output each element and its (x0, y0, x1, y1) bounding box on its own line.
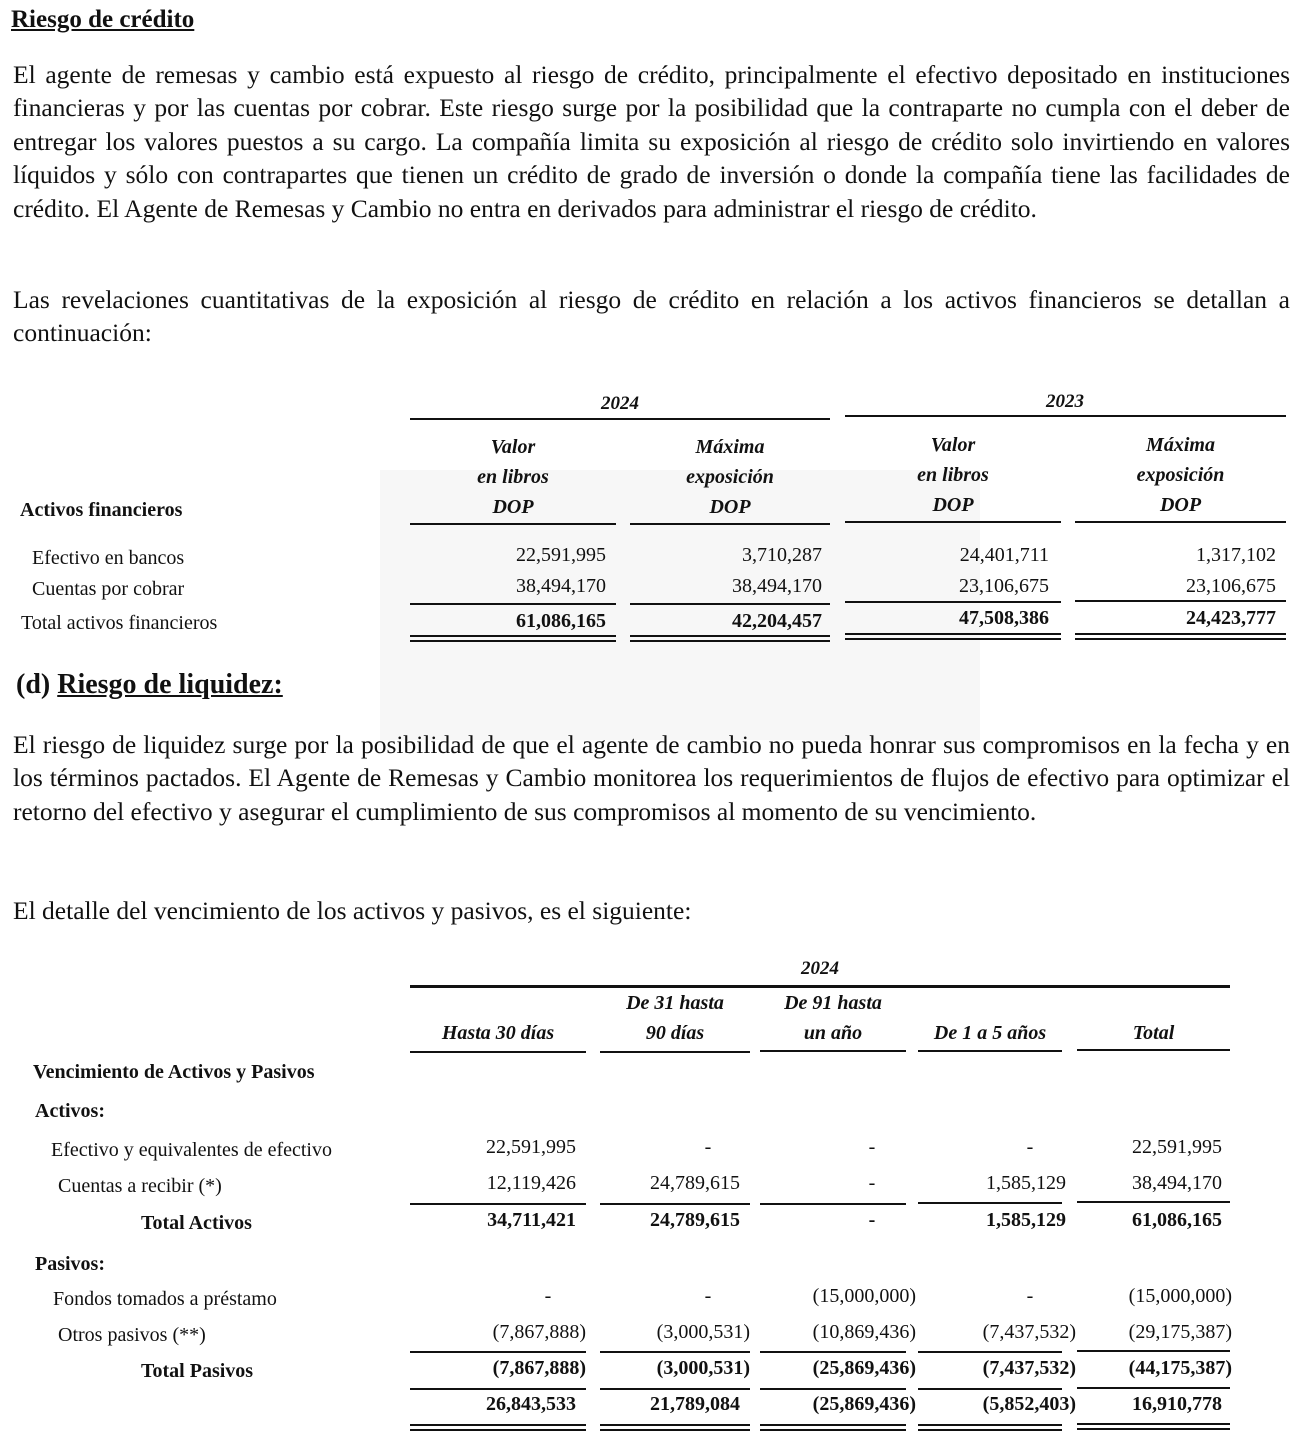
table-cell-value: 23,106,675 (1186, 575, 1276, 597)
maturity-cell-value: (25,869,436) (812, 1357, 916, 1379)
column-header-line: DOP (492, 496, 534, 518)
maturity-cell-value: 1,585,129 (986, 1209, 1066, 1231)
maturity-cell-value: - (1026, 1136, 1034, 1158)
maturity-cell-value: 34,711,421 (487, 1209, 576, 1231)
table-cell-value: 38,494,170 (516, 575, 606, 597)
liquidity-intro-paragraph: El detalle del vencimiento de los activos y pasivos, es el siguiente: (13, 896, 692, 925)
column-header-line: Máxima (1146, 434, 1215, 456)
maturity-cell-value: - (868, 1172, 876, 1194)
maturity-row-label: Fondos tomados a préstamo (53, 1288, 277, 1310)
maturity-column-header-line: De 1 a 5 años (933, 1022, 1047, 1044)
maturity-cell-value: - (868, 1209, 876, 1231)
maturity-column-header-line: De 91 hasta (784, 992, 882, 1014)
column-header-line: exposición (686, 466, 774, 488)
maturity-cell-value: 38,494,170 (1132, 1172, 1222, 1194)
maturity-cell-value: (5,852,403) (982, 1393, 1076, 1415)
column-header-line: Valor (930, 434, 976, 456)
maturity-cell-value: (10,869,436) (812, 1321, 916, 1343)
credit-risk-heading: Riesgo de crédito (11, 6, 195, 33)
maturity-cell-value: - (704, 1136, 712, 1158)
maturity-cell-value: - (544, 1285, 552, 1307)
maturity-column-header-line: un año (803, 1022, 863, 1044)
maturity-cell-value: 61,086,165 (1132, 1209, 1222, 1231)
maturity-cell-value: 16,910,778 (1132, 1393, 1222, 1415)
maturity-cell-value: 22,591,995 (1132, 1136, 1222, 1158)
table-row-label: Efectivo en bancos (32, 547, 185, 569)
maturity-cell-value: (7,437,532) (982, 1357, 1076, 1379)
maturity-cell-value: (3,000,531) (656, 1357, 750, 1379)
maturity-table-title: Vencimiento de Activos y Pasivos (33, 1061, 315, 1083)
column-header-line: DOP (1159, 494, 1202, 516)
activos-label: Activos: (35, 1100, 105, 1122)
total-cell-value: 24,423,777 (1186, 607, 1276, 629)
maturity-column-header-line: De 31 hasta (626, 992, 724, 1014)
liquidity-risk-paragraph: El riesgo de liquidez surge por la posibilidad de que el agente de cambio no pueda honrar sus compromisos en la fecha y en los términos pactados. El Agente de Remesas y Cambio monitorea los requerimientos de flujos de efectivo para optimizar el retorno del efectivo y asegurar el cumplimiento de sus compromisos al momento de su vencimiento. (13, 730, 1290, 826)
maturity-cell-value: - (868, 1136, 876, 1158)
liquidity-heading-prefix: (d) (16, 669, 51, 700)
table-cell-value: 38,494,170 (732, 575, 822, 597)
table-cell-value: 1,317,102 (1196, 544, 1276, 566)
maturity-cell-value: 26,843,533 (486, 1393, 576, 1415)
table-row-label: Cuentas por cobrar (32, 578, 185, 600)
maturity-cell-value: (7,867,888) (492, 1357, 586, 1379)
maturity-cell-value: (25,869,436) (812, 1393, 916, 1415)
column-header-line: en libros (917, 464, 989, 486)
table-cell-value: 24,401,711 (959, 544, 1049, 566)
section-label-activos-financieros: Activos financieros (20, 499, 183, 521)
credit-risk-intro-paragraph: Las revelaciones cuantitativas de la exposición al riesgo de crédito en relación a los activos financieros se detallan a continuación: (13, 285, 1290, 348)
column-header-line: Máxima (695, 436, 765, 458)
maturity-cell-value: (15,000,000) (812, 1285, 916, 1307)
column-header-line: DOP (709, 496, 751, 518)
total-row-label: Total activos financieros (21, 612, 218, 634)
maturity-row-label: Total Pasivos (141, 1360, 254, 1382)
maturity-cell-value: (3,000,531) (656, 1321, 750, 1343)
maturity-cell-value: (7,437,532) (982, 1321, 1076, 1343)
column-header-line: exposición (1136, 464, 1225, 486)
pasivos-label: Pasivos: (35, 1253, 105, 1275)
total-cell-value: 61,086,165 (516, 610, 606, 632)
total-cell-value: 42,204,457 (732, 610, 822, 632)
table-cell-value: 22,591,995 (516, 544, 606, 566)
maturity-row-label: Efectivo y equivalentes de efectivo (51, 1139, 332, 1161)
maturity-cell-value: 1,585,129 (986, 1172, 1066, 1194)
column-header-line: en libros (477, 466, 549, 488)
year-header-2024: 2024 (601, 393, 639, 414)
maturity-row-label: Cuentas a recibir (*) (58, 1175, 222, 1197)
maturity-column-header-line: 90 días (645, 1022, 705, 1044)
maturity-row-label: Total Activos (141, 1212, 252, 1234)
liquidity-heading-text: Riesgo de liquidez: (57, 669, 283, 700)
maturity-cell-value: - (704, 1285, 712, 1307)
table-cell-value: 3,710,287 (742, 544, 822, 566)
maturity-cell-value: 22,591,995 (486, 1136, 576, 1158)
maturity-row-label: Otros pasivos (**) (58, 1324, 206, 1346)
maturity-cell-value: 21,789,084 (650, 1393, 740, 1415)
maturity-year-header: 2024 (801, 958, 839, 979)
column-header-line: Valor (490, 436, 536, 458)
credit-risk-paragraph: El agente de remesas y cambio está expuesto al riesgo de crédito, principalmente el efectivo depositado en instituciones financieras y por las cuentas por cobrar. Este riesgo surge por la posibilidad que la contraparte no cumpla con el deber de entregar los valores puestos a su cargo. La compañía limita su exposición al riesgo de crédito solo invirtiendo en valores líquidos y sólo con contrapartes que tienen un crédito de grado de inversión o donde la compañía tiene las facilidades de crédito. El Agente de Remesas y Cambio no entra en derivados para administrar el riesgo de crédito. (13, 60, 1290, 223)
maturity-cell-value: 12,119,426 (486, 1172, 576, 1194)
year-header-2023: 2023 (1046, 391, 1084, 412)
maturity-column-header-line: Hasta 30 días (441, 1022, 555, 1044)
maturity-column-header-line: Total (1132, 1022, 1175, 1044)
total-cell-value: 47,508,386 (959, 607, 1049, 629)
table-cell-value: 23,106,675 (959, 575, 1049, 597)
maturity-cell-value: (15,000,000) (1128, 1285, 1232, 1307)
maturity-cell-value: - (1026, 1285, 1034, 1307)
maturity-cell-value: (7,867,888) (492, 1321, 586, 1343)
maturity-cell-value: (29,175,387) (1128, 1321, 1232, 1343)
liquidity-risk-heading (16, 669, 283, 701)
maturity-cell-value: 24,789,615 (650, 1172, 740, 1194)
maturity-cell-value: 24,789,615 (650, 1209, 740, 1231)
maturity-cell-value: (44,175,387) (1128, 1357, 1232, 1379)
column-header-line: DOP (932, 494, 974, 516)
